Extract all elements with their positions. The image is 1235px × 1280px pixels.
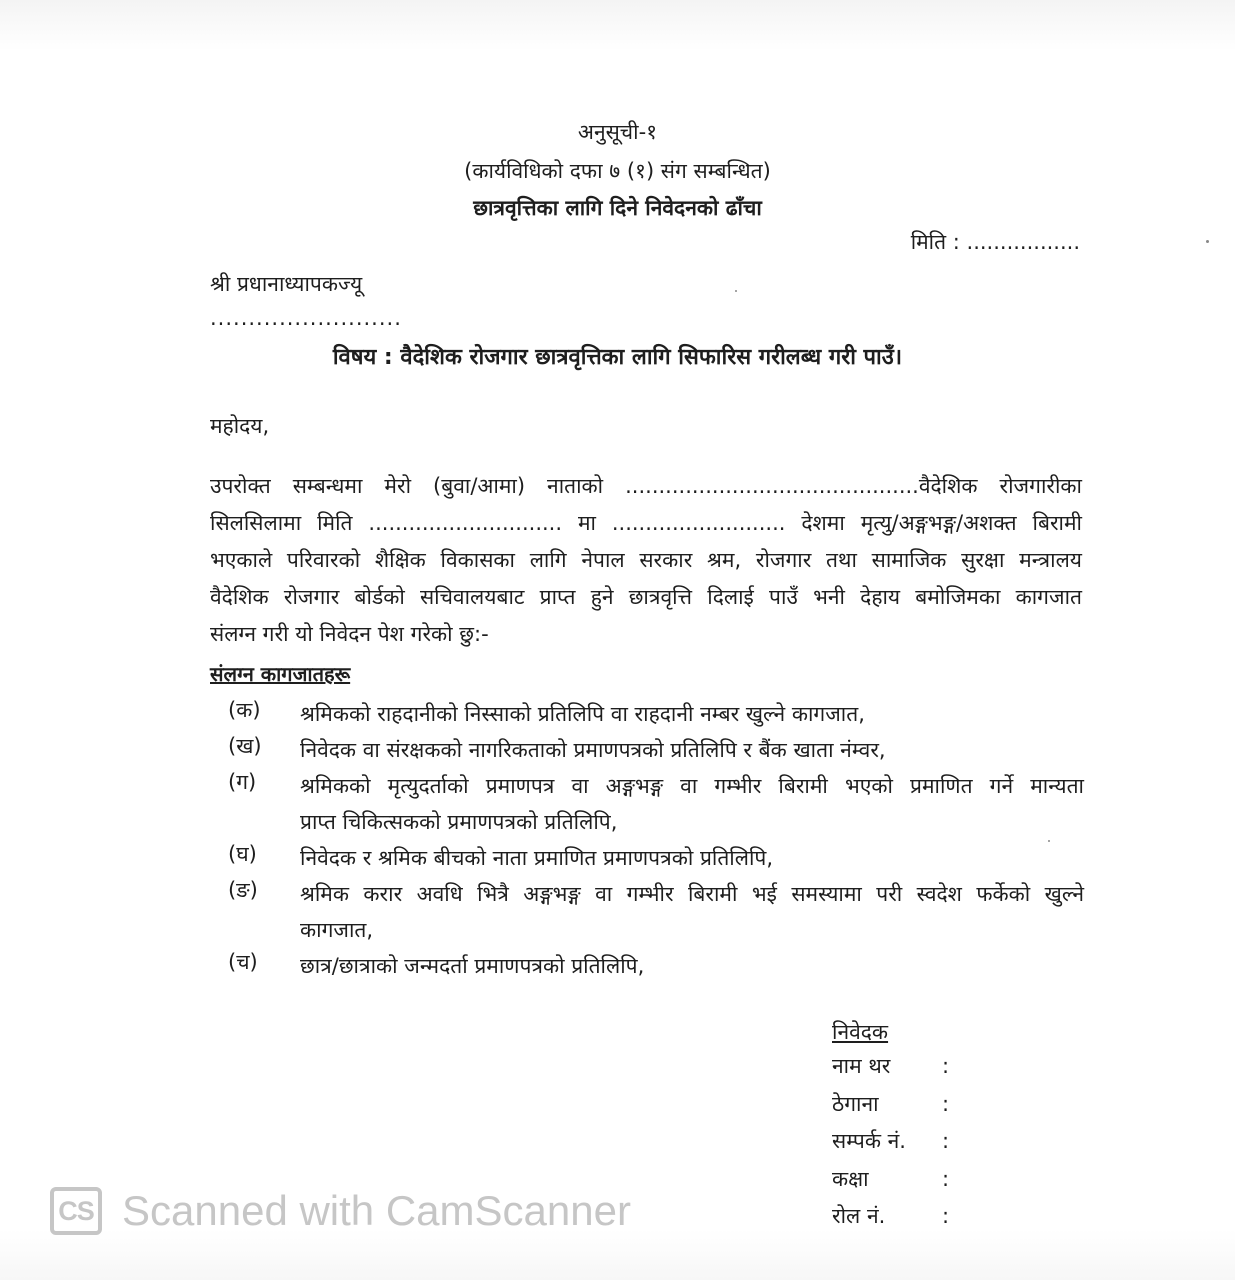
field-label: रोल नं. <box>832 1204 886 1228</box>
field-label: सम्पर्क नं. <box>832 1129 906 1153</box>
body-line: भएकाले परिवारको शैक्षिक विकासका लागि नेपाल सरकार श्रम, रोजगार तथा सामाजिक सुरक्षा मन्त्रालय <box>210 548 1082 572</box>
applicant-block <box>832 1018 972 1236</box>
item-text: छात्र/छात्राको जन्मदर्ता प्रमाणपत्रको प्रतिलिपि, <box>300 954 645 978</box>
top-edge-bleed <box>30 0 360 10</box>
applicant-title: निवेदक <box>832 1020 889 1044</box>
field-separator: : <box>942 1166 950 1191</box>
field-label: ठेगाना <box>832 1091 879 1116</box>
list-item <box>228 840 1084 876</box>
item-marker: (च) <box>228 950 258 974</box>
field-separator: : <box>942 1054 950 1078</box>
applicant-field-name <box>832 1048 972 1086</box>
list-item <box>228 768 1084 840</box>
enclosures-list <box>228 696 1084 984</box>
list-item <box>228 732 1084 768</box>
item-text: कागजात, <box>300 918 374 942</box>
salutation: महोदय, <box>210 414 270 438</box>
subject-line: विषय : वैदेशिक रोजगार छात्रवृत्तिका लागि सिफारिस गरीलब्ध गरी पाउँ। <box>332 345 903 370</box>
item-marker: (घ) <box>228 842 257 866</box>
applicant-field-class <box>832 1161 972 1199</box>
item-text: श्रमिकको मृत्युदर्ताको प्रमाणपत्र वा अङ्गभङ्ग वा गम्भीर बिरामी भएको प्रमाणित गर्ने मान्यता <box>300 774 1084 798</box>
body-paragraph <box>210 468 1082 653</box>
applicant-field-roll <box>832 1198 972 1236</box>
item-text: प्राप्त चिकित्सकको प्रमाणपत्रको प्रतिलिपि, <box>300 810 618 834</box>
scan-speck <box>1206 240 1209 243</box>
camscanner-watermark <box>50 1183 631 1239</box>
item-marker: (ङ) <box>228 878 258 902</box>
body-line: संलग्न गरी यो निवेदन पेश गरेको छु:- <box>210 622 489 646</box>
schedule-heading: अनुसूची-१ <box>577 120 658 144</box>
body-line: उपरोक्त सम्बन्धमा मेरो (बुवा/आमा) नाताको ............................................वैदेशिक रोजगारीका <box>210 474 1082 498</box>
item-marker: (ख) <box>228 734 262 758</box>
date-line: मिति : ................. <box>910 230 1080 254</box>
list-item <box>228 948 1084 984</box>
field-label: कक्षा <box>832 1166 869 1191</box>
item-marker: (ग) <box>228 770 257 794</box>
applicant-field-address <box>832 1086 972 1124</box>
addressee-blank: ......................... <box>210 306 402 330</box>
scan-speck <box>1048 840 1050 842</box>
form-title: छात्रवृत्तिका लागि दिने निवेदनको ढाँचा <box>473 196 762 220</box>
body-line: सिलसिलामा मिति ............................. मा .......................... देशमा मृत्यु/अङ्गभङ्ग/अशक्त बिरामी <box>210 511 1082 535</box>
watermark-text: Scanned with CamScanner <box>122 1187 631 1234</box>
field-label: नाम थर <box>832 1054 891 1078</box>
list-item <box>228 696 1084 732</box>
camscanner-logo-icon: CS <box>50 1187 102 1235</box>
item-text: निवेदक र श्रमिक बीचको नाता प्रमाणित प्रमाणपत्रको प्रतिलिपि, <box>300 846 774 870</box>
field-separator: : <box>942 1204 950 1228</box>
item-marker: (क) <box>228 698 261 722</box>
item-text: श्रमिकको राहदानीको निस्साको प्रतिलिपि वा राहदानी नम्बर खुल्ने कागजात, <box>300 702 865 726</box>
item-text: श्रमिक करार अवधि भित्रै अङ्गभङ्ग वा गम्भीर बिरामी भई समस्यामा परी स्वदेश फर्केको खुल्ने <box>300 882 1084 906</box>
enclosures-heading: संलग्न कागजातहरू <box>210 662 351 686</box>
field-separator: : <box>942 1091 950 1116</box>
list-item <box>228 876 1084 948</box>
scan-speck <box>735 290 737 292</box>
reference-heading: (कार्यविधिको दफा ७ (१) संग सम्बन्धित) <box>464 159 771 183</box>
body-line: वैदेशिक रोजगार बोर्डको सचिवालयबाट प्राप्त हुने छात्रवृत्ति दिलाई पाउँ भनी देहाय बमोजिमका कागजात <box>210 585 1082 609</box>
applicant-field-contact <box>832 1123 972 1161</box>
addressee-line: श्री प्रधानाध्यापकज्यू <box>210 272 363 296</box>
field-separator: : <box>942 1129 950 1153</box>
item-text: निवेदक वा संरक्षकको नागरिकताको प्रमाणपत्रको प्रतिलिपि र बैंक खाता नंम्वर, <box>300 738 886 762</box>
